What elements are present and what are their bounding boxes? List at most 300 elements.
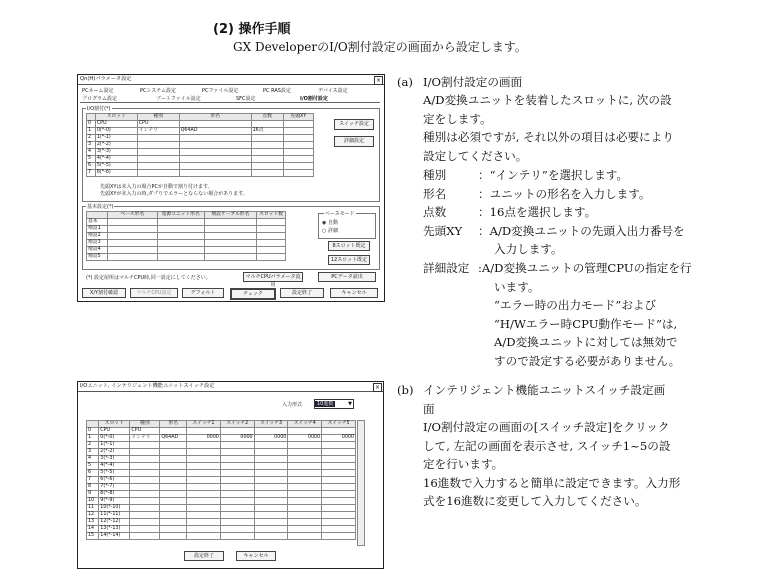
switch-cell[interactable] (187, 442, 221, 449)
base-cell[interactable] (157, 247, 204, 254)
switch-cell[interactable]: 0000 (254, 435, 288, 442)
default-button[interactable]: デフォルト (182, 288, 224, 298)
switch-cell[interactable] (288, 505, 322, 512)
item-desc: ：“インテリ”を選択します。 (478, 168, 629, 182)
item-desc: ：16点を選択します。 (478, 205, 597, 220)
item-desc: ：ユニットの形名を入力します。 (478, 186, 651, 201)
switch-cell[interactable] (288, 449, 322, 456)
base-cell[interactable] (107, 247, 157, 254)
base-cell: 増設4 (87, 247, 108, 254)
io-cell[interactable]: 16点 (251, 128, 283, 135)
switch-row[interactable] (87, 505, 356, 512)
switch-col-header: スイッチ5 (322, 421, 356, 428)
io-assignment-window (77, 74, 385, 302)
tab-pc-ras[interactable]: PC RAS設定 (263, 88, 291, 94)
io-cell[interactable]: 3(*-3) (95, 149, 137, 156)
switch-row[interactable] (87, 526, 356, 533)
switch-cell[interactable] (187, 498, 221, 505)
base-col-cable-model: 増設ケーブル形名 (204, 212, 257, 219)
switch-cell[interactable] (187, 449, 221, 456)
io-cell[interactable] (251, 163, 283, 170)
switch-cell (130, 442, 160, 449)
switch-cell (130, 526, 160, 533)
base-cell[interactable] (157, 240, 204, 247)
slot8-default-button[interactable]: 8スロット既定 (328, 241, 370, 251)
xy-assign-check-button[interactable]: X/Y割付確認 (82, 288, 126, 298)
io-cell: 3 (87, 142, 96, 149)
io-cell[interactable] (137, 149, 179, 156)
switch-col-header: スロット (99, 421, 130, 428)
para-line: I/O割付設定の画面の[スイッチ設定]をクリック (423, 420, 670, 434)
item-detail (423, 259, 723, 278)
switch-cell[interactable] (254, 526, 288, 533)
switch-row[interactable] (87, 477, 356, 484)
switch-cell: 6 (87, 470, 99, 477)
switch-cell (160, 519, 187, 526)
switch-cell[interactable] (288, 512, 322, 519)
switch-row[interactable] (87, 491, 356, 498)
switch-cell[interactable] (322, 477, 356, 484)
io-row[interactable] (87, 156, 314, 163)
io-group-label: I/O割付(*) (87, 106, 111, 112)
switch-col-header: スイッチ3 (254, 421, 288, 428)
tab-device[interactable]: デバイス設定 (318, 88, 348, 94)
switch-cell[interactable] (220, 526, 254, 533)
base-cell[interactable] (107, 226, 157, 233)
io-col-points: 点数 (251, 114, 283, 121)
switch-cell (160, 491, 187, 498)
io-cell[interactable] (179, 121, 251, 128)
io-cell[interactable] (283, 163, 313, 170)
switch-cell[interactable] (322, 449, 356, 456)
switch-cell[interactable] (254, 498, 288, 505)
io-cell[interactable] (251, 121, 283, 128)
io-cell[interactable] (137, 170, 179, 177)
switch-cell[interactable] (254, 477, 288, 484)
switch-cell[interactable] (322, 533, 356, 540)
io-col-no (87, 114, 96, 121)
base-cell[interactable] (107, 254, 157, 261)
switch-cell: Q64AD (160, 435, 187, 442)
switch-cell[interactable] (187, 505, 221, 512)
io-cell[interactable]: CPU (137, 121, 179, 128)
switch-cell[interactable] (187, 477, 221, 484)
tab-sfc[interactable]: SFC設定 (236, 96, 256, 102)
io-cell[interactable] (251, 142, 283, 149)
switch-cell[interactable] (322, 491, 356, 498)
switch-cell: 9 (87, 491, 99, 498)
switch-cell[interactable]: 0000 (187, 435, 221, 442)
switch-cell[interactable] (288, 491, 322, 498)
switch-cell (130, 456, 160, 463)
switch-cell[interactable] (220, 442, 254, 449)
switch-cell[interactable] (322, 442, 356, 449)
io-cell[interactable]: 6(*-6) (95, 170, 137, 177)
base-cell[interactable] (107, 240, 157, 247)
switch-row[interactable] (87, 498, 356, 505)
title-line: 面 (423, 401, 435, 416)
switch-cell: CPU (130, 428, 160, 435)
base-cell[interactable] (107, 219, 157, 226)
section-b-para (423, 418, 723, 511)
switch-cell: 4(*-4) (99, 463, 130, 470)
item-term: 種別 (423, 168, 447, 182)
base-cell[interactable] (257, 247, 286, 254)
base-cell[interactable] (257, 219, 286, 226)
switch-col-header: 形名 (160, 421, 187, 428)
switch-cell (160, 456, 187, 463)
switch-cell (160, 442, 187, 449)
end-setting-button[interactable]: 設定終了 (280, 288, 324, 298)
io-row[interactable] (87, 149, 314, 156)
para-line: 式を16進数に変更して入力してください。 (423, 494, 647, 509)
base-cell: 増設3 (87, 240, 108, 247)
item-term: 点数 (423, 205, 447, 220)
item-start-xy (423, 222, 723, 241)
input-format-value: 10進数 (317, 401, 334, 407)
switch-table-scrollbar[interactable] (357, 420, 365, 546)
input-format-select[interactable] (314, 399, 354, 409)
base-cell[interactable] (204, 233, 257, 240)
switch-cell[interactable] (220, 470, 254, 477)
item-type (423, 166, 723, 185)
io-row[interactable] (87, 121, 314, 128)
base-row[interactable] (87, 254, 286, 261)
para-line: して, 左記の画面を表示させ, スイッチ1~5の設 (423, 438, 671, 453)
switch-cell[interactable] (220, 498, 254, 505)
switch-cell[interactable] (220, 505, 254, 512)
base-cell: 増設1 (87, 226, 108, 233)
switch-col-header (87, 421, 99, 428)
switch-cell (160, 470, 187, 477)
base-cell[interactable] (257, 254, 286, 261)
base-cell[interactable] (107, 233, 157, 240)
base-cell[interactable] (257, 233, 286, 240)
io-cell[interactable] (137, 135, 179, 142)
base-mode-detail-radio[interactable] (322, 227, 338, 234)
switch-row[interactable] (87, 463, 356, 470)
switch-cell[interactable] (254, 505, 288, 512)
io-cell[interactable] (283, 121, 313, 128)
switch-row[interactable] (87, 435, 356, 442)
io-cell[interactable] (137, 142, 179, 149)
tab-pc-name[interactable]: PCネーム設定 (82, 88, 114, 94)
radio-selected-icon: ◉ (322, 220, 327, 226)
io-cell[interactable] (283, 156, 313, 163)
switch-row[interactable] (87, 449, 356, 456)
switch-cell[interactable]: 0000 (220, 435, 254, 442)
io-cell[interactable] (283, 149, 313, 156)
io-cell[interactable] (179, 135, 251, 142)
switch-cell: 9(*-9) (99, 498, 130, 505)
switch-cell[interactable] (288, 442, 322, 449)
switch-cell[interactable] (322, 498, 356, 505)
io-cell[interactable] (283, 135, 313, 142)
switch-cell[interactable] (187, 491, 221, 498)
section-heading: (2) 操作手順 (213, 22, 291, 37)
io-cell[interactable] (251, 156, 283, 163)
slot12-default-button[interactable]: 12スロット既定 (328, 255, 370, 265)
switch-cell: 10(*-10) (99, 505, 130, 512)
tab-boot-file[interactable]: ブートファイル設定 (156, 96, 201, 102)
check-button[interactable]: チェック (230, 288, 276, 300)
switch-cell: 12 (87, 512, 99, 519)
para-line: 設定してください。 (423, 148, 528, 163)
io-cell[interactable]: インテリ (137, 128, 179, 135)
switch-cell[interactable] (220, 477, 254, 484)
io-cell[interactable] (251, 170, 283, 177)
io-row[interactable] (87, 142, 314, 149)
io-cell[interactable] (179, 156, 251, 163)
switch-cell[interactable] (254, 519, 288, 526)
switch-cell: 6(*-6) (99, 477, 130, 484)
switch-cell[interactable] (187, 456, 221, 463)
switch-cell[interactable] (187, 428, 221, 435)
para-line: 定を行います。 (423, 457, 504, 472)
switch-row[interactable] (87, 533, 356, 540)
switch-cell[interactable] (322, 526, 356, 533)
io-cell[interactable] (283, 128, 313, 135)
switch-cell (130, 449, 160, 456)
io-cell: 4 (87, 149, 96, 156)
switch-cell[interactable] (254, 456, 288, 463)
section-b-label: (b) (397, 383, 414, 397)
tab-pc-file[interactable]: PCファイル設定 (202, 88, 239, 94)
cancel-button[interactable]: キャンセル (330, 288, 378, 298)
base-row[interactable] (87, 240, 286, 247)
base-cell: 基本 (87, 219, 108, 226)
switch-cell[interactable] (254, 442, 288, 449)
base-cell: 増設5 (87, 254, 108, 261)
item-desc-cont: “エラー時の出力モード”および (494, 298, 657, 313)
multi-cpu-setting-button[interactable]: マルチCPU設定 (130, 288, 178, 298)
item-desc: ：A/D変換ユニットの先頭入出力番号を (478, 223, 685, 238)
base-row[interactable] (87, 233, 286, 240)
base-col-base-model: ベース形名 (107, 212, 157, 219)
switch-cell[interactable] (254, 463, 288, 470)
io-cell[interactable]: 4(*-4) (95, 156, 137, 163)
switch-cell[interactable] (322, 456, 356, 463)
io-cell[interactable]: 5(*-5) (95, 163, 137, 170)
item-points (423, 203, 723, 222)
close-icon[interactable]: × (374, 384, 381, 391)
end-setting-button[interactable]: 設定終了 (184, 551, 224, 561)
io-cell: 7 (87, 170, 96, 177)
switch-cell[interactable] (322, 484, 356, 491)
base-cell[interactable] (204, 240, 257, 247)
base-mode-auto-radio[interactable] (322, 219, 338, 226)
io-cell: 1 (87, 128, 96, 135)
io-cell[interactable] (251, 149, 283, 156)
switch-cell[interactable] (187, 526, 221, 533)
switch-cell[interactable] (220, 428, 254, 435)
item-term: 詳細設定 (423, 260, 470, 275)
multi-cpu-param-button[interactable]: マルチCPUパラメータ流用 (243, 272, 303, 282)
io-col-slot: スロット (95, 114, 137, 121)
switch-cell[interactable] (187, 463, 221, 470)
switch-cell[interactable] (220, 491, 254, 498)
io-cell[interactable] (179, 142, 251, 149)
base-cell[interactable] (157, 254, 204, 261)
close-icon[interactable]: × (375, 77, 382, 84)
switch-cell[interactable] (254, 484, 288, 491)
switch-cell[interactable] (288, 463, 322, 470)
io-cell[interactable] (283, 142, 313, 149)
switch-row[interactable] (87, 519, 356, 526)
switch-col-header: スイッチ2 (220, 421, 254, 428)
section-a-items (423, 166, 723, 371)
io-cell[interactable] (283, 170, 313, 177)
switch-cell[interactable] (322, 519, 356, 526)
switch-row[interactable] (87, 442, 356, 449)
switch-cell (130, 491, 160, 498)
switch-cell[interactable] (288, 477, 322, 484)
io-col-model: 形名 (179, 114, 251, 121)
switch-cell (160, 512, 187, 519)
io-cell[interactable] (179, 163, 251, 170)
item-model (423, 185, 723, 204)
io-cell: 5 (87, 156, 96, 163)
base-cell[interactable] (257, 226, 286, 233)
io-table (86, 113, 314, 177)
switch-cell[interactable] (322, 470, 356, 477)
base-cell[interactable] (204, 247, 257, 254)
title-line: インテリジェント機能ユニットスイッチ設定画 (423, 383, 666, 397)
io-row[interactable] (87, 135, 314, 142)
switch-cell[interactable] (220, 449, 254, 456)
switch-cell: 2(*-2) (99, 449, 130, 456)
switch-cell[interactable] (187, 519, 221, 526)
switch-cell: 11(*-11) (99, 512, 130, 519)
intro-text: GX DeveloperのI/O割付設定の画面から設定します。 (233, 40, 527, 54)
base-row[interactable] (87, 247, 286, 254)
switch-setting-button[interactable]: スイッチ設定 (334, 119, 374, 130)
base-cell[interactable] (157, 233, 204, 240)
base-row[interactable] (87, 226, 286, 233)
switch-cell[interactable] (288, 484, 322, 491)
io-cell[interactable] (137, 156, 179, 163)
switch-row[interactable] (87, 456, 356, 463)
switch-cell[interactable] (187, 484, 221, 491)
switch-cell: 1(*-1) (99, 442, 130, 449)
tab-pc-system[interactable]: PCシステム設定 (140, 88, 177, 94)
switch-cell[interactable]: 0000 (288, 435, 322, 442)
io-cell[interactable] (179, 170, 251, 177)
switch-cell[interactable] (288, 498, 322, 505)
base-cell[interactable] (204, 219, 257, 226)
pc-data-read-button[interactable]: PCデータ読出 (318, 272, 376, 282)
switch-cell[interactable] (322, 463, 356, 470)
switch-cell: 5 (87, 463, 99, 470)
io-cell[interactable]: Q64AD (179, 128, 251, 135)
switch-cell[interactable] (288, 456, 322, 463)
item-term: 形名 (423, 186, 447, 201)
base-cell[interactable] (157, 219, 204, 226)
switch-cell[interactable] (254, 533, 288, 540)
switch-cell[interactable] (220, 512, 254, 519)
switch-cell[interactable] (322, 428, 356, 435)
switch-cell[interactable] (254, 449, 288, 456)
switch-row[interactable] (87, 428, 356, 435)
switch-cell[interactable] (322, 512, 356, 519)
switch-cell[interactable] (187, 470, 221, 477)
cancel-button[interactable]: キャンセル (236, 551, 276, 561)
input-format-label: 入力形式 (282, 402, 303, 408)
switch-cell[interactable] (254, 491, 288, 498)
switch-cell: 1 (87, 435, 99, 442)
base-cell[interactable] (157, 226, 204, 233)
switch-cell[interactable] (288, 533, 322, 540)
switch-cell (160, 498, 187, 505)
switch-cell[interactable] (220, 533, 254, 540)
switch-cell (130, 519, 160, 526)
base-cell[interactable] (204, 254, 257, 261)
switch-cell[interactable] (220, 519, 254, 526)
switch-cell[interactable]: 0000 (322, 435, 356, 442)
section-a-para (423, 91, 723, 165)
section-a-label: (a) (397, 75, 413, 89)
para-line: A/D変換ユニットを装着したスロットに, 次の設 (423, 93, 672, 107)
switch-cell[interactable] (187, 512, 221, 519)
io-row[interactable] (87, 128, 314, 135)
switch-setting-window (77, 381, 384, 569)
io-note-2: 先頭XYが未入力の時,ダブりでエラーとならない場合があります。 (100, 191, 248, 197)
tab-io-assignment[interactable]: I/O割付設定 (300, 96, 328, 102)
switch-cell[interactable] (288, 470, 322, 477)
footnote: (*) 設定屋所はマルチCPU時,同一設定にしてください。 (86, 275, 211, 281)
io-row[interactable] (87, 170, 314, 177)
switch-cell[interactable] (288, 428, 322, 435)
switch-cell (130, 470, 160, 477)
io-cell[interactable]: 2(*-2) (95, 142, 137, 149)
io-cell[interactable]: CPU (95, 121, 137, 128)
switch-cell[interactable] (220, 456, 254, 463)
io-cell[interactable]: 1(*-1) (95, 135, 137, 142)
io-cell: 2 (87, 135, 96, 142)
io-cell[interactable]: 0(*-0) (95, 128, 137, 135)
switch-cell: 14 (87, 526, 99, 533)
switch-table (86, 420, 356, 540)
io-cell[interactable] (179, 149, 251, 156)
switch-row[interactable] (87, 512, 356, 519)
switch-cell (160, 428, 187, 435)
io-cell[interactable] (137, 163, 179, 170)
switch-cell: 10 (87, 498, 99, 505)
base-cell[interactable] (204, 226, 257, 233)
switch-cell[interactable] (288, 526, 322, 533)
switch-cell[interactable] (254, 512, 288, 519)
switch-row[interactable] (87, 484, 356, 491)
switch-cell: 15 (87, 533, 99, 540)
tab-program[interactable]: プログラム設定 (82, 96, 117, 102)
switch-cell[interactable] (220, 484, 254, 491)
switch-cell[interactable] (187, 533, 221, 540)
switch-row[interactable] (87, 470, 356, 477)
io-row[interactable] (87, 163, 314, 170)
switch-cell[interactable] (254, 470, 288, 477)
para-line: 種別は必須ですが, それ以外の項目は必要により (423, 130, 674, 145)
io-cell[interactable] (251, 135, 283, 142)
base-cell[interactable] (257, 240, 286, 247)
switch-cell[interactable] (322, 505, 356, 512)
detail-setting-button[interactable]: 詳細設定 (334, 136, 374, 147)
switch-cell[interactable] (288, 519, 322, 526)
switch-cell (160, 533, 187, 540)
switch-cell[interactable] (254, 428, 288, 435)
para-line: 16進数で入力すると簡単に設定できます。入力形 (423, 475, 681, 490)
base-row[interactable] (87, 219, 286, 226)
switch-cell[interactable] (220, 463, 254, 470)
